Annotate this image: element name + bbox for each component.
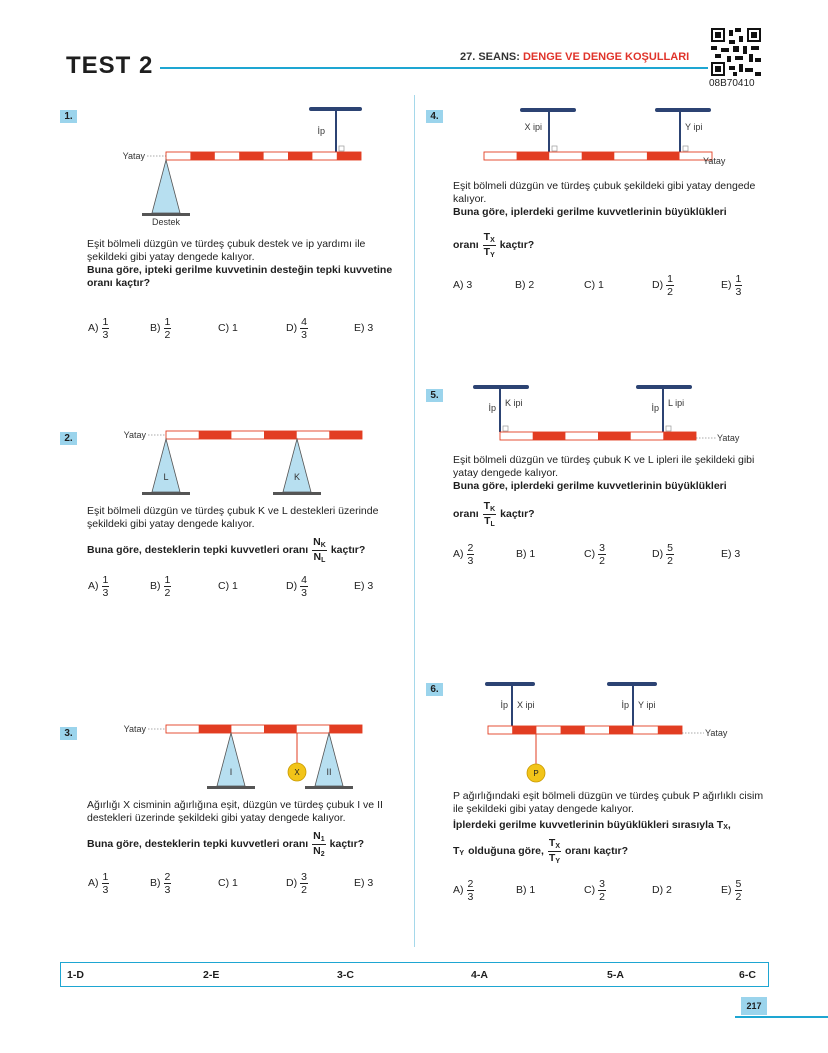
q1-ceiling	[309, 107, 362, 111]
q4-option-c[interactable]: C) 1	[584, 279, 604, 291]
q5-ceiling-k	[473, 385, 529, 389]
q3-figure	[110, 715, 380, 795]
answer-2: 2-E	[203, 969, 220, 981]
answer-3: 3-C	[337, 969, 354, 981]
q2-option-c[interactable]: C) 1	[218, 580, 238, 592]
q4-ask: oranı $\frac{T_X}{T_Y}$ kaçtır?	[453, 230, 535, 259]
q5-figure	[470, 380, 750, 450]
q2-ask: Buna göre, desteklerin tepki kuvvetleri oranı $\frac{N_K}{N_L}$ kaçtır?	[87, 535, 366, 564]
column-divider	[414, 95, 415, 947]
question-number-2: 2.	[60, 432, 77, 445]
q6-option-c[interactable]: C) $\frac{3}{2}$	[584, 877, 605, 903]
q5-ip-label-2: İp	[651, 403, 659, 413]
header-rule	[160, 67, 708, 69]
q5-yatay-label: Yatay	[717, 433, 740, 443]
q6-yatay-label: Yatay	[705, 728, 728, 738]
q2-options	[88, 572, 398, 600]
q2-option-d[interactable]: D) $\frac{4}{3}$	[286, 573, 307, 599]
q5-k-ipi-label: K ipi	[505, 398, 523, 408]
q6-options	[453, 876, 763, 904]
q6-option-d[interactable]: D) 2	[652, 884, 672, 896]
q2-option-b[interactable]: B) $\frac{1}{2}$	[150, 573, 171, 599]
q6-ask: T $_Y$ olduğuna göre, $\frac{T_X}{T_Y}$ oranı kaçtır?	[453, 836, 629, 865]
q3-x-label: X	[294, 768, 300, 777]
q2-yatay-label: Yatay	[123, 430, 146, 440]
q5-ceiling-l	[636, 385, 692, 389]
q1-stem-text: Eşit bölmeli düzgün ve türdeş çubuk destek ve ip yardımı ile şekildeki gibi yatay dengede kalıyor.	[87, 238, 366, 263]
answer-1: 1-D	[67, 969, 84, 981]
q1-option-d[interactable]: D) $\frac{4}{3}$	[286, 315, 307, 341]
answer-key	[60, 962, 769, 987]
q4-figure	[470, 100, 740, 170]
q2-rod	[166, 431, 362, 439]
q5-stem-text: Eşit bölmeli düzgün ve türdeş çubuk K ve L ipleri ile şekildeki gibi yatay dengede kalıyor.	[453, 454, 755, 479]
q5-option-c[interactable]: C) $\frac{3}{2}$	[584, 541, 605, 567]
q6-ip-label-2: İp	[621, 700, 629, 710]
q4-y-ipi-label: Y ipi	[685, 122, 703, 132]
q3-option-b[interactable]: B) $\frac{2}{3}$	[150, 870, 171, 896]
test-title: TEST 2	[66, 52, 154, 79]
q3-option-a[interactable]: A) $\frac{1}{3}$	[88, 870, 109, 896]
q3-options	[88, 869, 398, 897]
q1-options	[88, 314, 398, 342]
q5-rod	[500, 432, 696, 440]
seans-heading	[460, 51, 689, 63]
q6-rod	[488, 726, 682, 734]
q4-yatay-label: Yatay	[703, 156, 726, 166]
q4-ceiling-x	[520, 108, 576, 112]
q6-option-e[interactable]: E) $\frac{5}{2}$	[721, 877, 742, 903]
answer-5: 5-A	[607, 969, 624, 981]
q6-ip-label-1: İp	[500, 700, 508, 710]
q5-option-d[interactable]: D) $\frac{5}{2}$	[652, 541, 673, 567]
q4-rod	[484, 152, 712, 160]
q4-stem	[453, 180, 764, 219]
q6-ceiling-x	[485, 682, 535, 686]
q3-rod	[166, 725, 362, 733]
q5-stem	[453, 454, 764, 493]
q6-ceiling-y	[607, 682, 657, 686]
q1-ask: Buna göre, ipteki gerilme kuvvetinin desteğin tepki kuvvetine oranı kaçtır?	[87, 264, 393, 289]
answer-6: 6-C	[739, 969, 756, 981]
q1-ip-label: İp	[317, 126, 325, 136]
q3-i-label: I	[229, 767, 233, 777]
q3-support-i	[207, 733, 255, 789]
qr-code-label: 08B70410	[709, 78, 755, 89]
question-number-3: 3.	[60, 727, 77, 740]
seans-topic: DENGE VE DENGE KOŞULLARI	[522, 51, 690, 63]
q6-option-b[interactable]: B) 1	[516, 884, 536, 896]
q1-yatay-label: Yatay	[122, 151, 145, 161]
q3-ask: Buna göre, desteklerin tepki kuvvetleri oranı $\frac{N_1}{N_2}$ kaçtır?	[87, 829, 365, 858]
q5-ask: oranı $\frac{T_K}{T_L}$ kaçtır?	[453, 499, 535, 528]
q2-support-k	[273, 439, 321, 495]
q2-stem: Eşit bölmeli düzgün ve türdeş çubuk K ve L destekleri üzerinde şekildeki gibi yatay dengede kalıyor.	[87, 505, 379, 530]
q4-option-b[interactable]: B) 2	[515, 279, 535, 291]
question-number-6: 6.	[426, 683, 443, 696]
seans-label: 27. SEANS:	[460, 51, 520, 63]
q5-option-b[interactable]: B) 1	[516, 548, 536, 560]
q3-support-ii	[305, 733, 353, 789]
q6-option-a[interactable]: A) $\frac{2}{3}$	[453, 877, 474, 903]
q4-stem-text: Eşit bölmeli düzgün ve türdeş çubuk şekildeki gibi yatay dengede kalıyor.	[453, 180, 756, 205]
q4-option-e[interactable]: E) $\frac{1}{3}$	[721, 272, 742, 298]
answer-4: 4-A	[471, 969, 488, 981]
q5-ask-line1: Buna göre, iplerdeki gerilme kuvvetlerinin büyüklükleri	[453, 480, 727, 492]
q6-figure	[470, 675, 740, 787]
q2-option-a[interactable]: A) $\frac{1}{3}$	[88, 573, 109, 599]
q4-x-ipi-label: X ipi	[524, 122, 542, 132]
q2-support-l	[142, 439, 190, 495]
q1-option-c[interactable]: C) 1	[218, 322, 238, 334]
question-number-4: 4.	[426, 110, 443, 123]
q4-ask-line1: Buna göre, iplerdeki gerilme kuvvetlerinin büyüklükleri	[453, 206, 727, 218]
q3-stem: Ağırlığı X cisminin ağırlığına eşit, düzgün ve türdeş çubuk I ve II destekleri üzerinde şekildeki gibi yatay dengede kalıyor.	[87, 799, 383, 824]
q2-k-label: K	[293, 472, 301, 482]
q6-p-label: P	[533, 769, 539, 778]
question-number-1: 1.	[60, 110, 77, 123]
qr-code-icon[interactable]	[711, 28, 761, 76]
q2-figure	[110, 420, 380, 502]
q1-rod	[166, 152, 361, 160]
q6-y-ipi-label: Y ipi	[638, 700, 656, 710]
page-number: 217	[741, 997, 767, 1015]
q6-ask-line1: İplerdeki gerilme kuvvetlerinin büyüklükleri sırasıyla T $_X$ ,	[453, 819, 731, 831]
q4-option-a[interactable]: A) 3	[453, 279, 473, 291]
q3-option-e[interactable]: E) 3	[354, 877, 374, 889]
q2-l-label: L	[163, 472, 169, 482]
question-number-5: 5.	[426, 389, 443, 402]
q3-option-c[interactable]: C) 1	[218, 877, 238, 889]
q4-option-d[interactable]: D) $\frac{1}{2}$	[652, 272, 673, 298]
q4-ceiling-y	[655, 108, 711, 112]
page-rule	[735, 1016, 828, 1018]
q1-figure	[110, 100, 380, 232]
q5-ip-label-1: İp	[488, 403, 496, 413]
q6-stem: P ağırlığındaki eşit bölmeli düzgün ve türdeş çubuk P ağırlıklı cisim ile şekildeki gibi yatay dengede kalıyor.	[453, 790, 764, 815]
q5-option-e[interactable]: E) 3	[721, 548, 741, 560]
q3-option-d[interactable]: D) $\frac{3}{2}$	[286, 870, 307, 896]
q3-yatay-label: Yatay	[123, 724, 146, 734]
q1-option-a[interactable]: A) $\frac{1}{3}$	[88, 315, 109, 341]
q3-ii-label: II	[326, 767, 332, 777]
q1-support	[142, 160, 190, 216]
q5-option-a[interactable]: A) $\frac{2}{3}$	[453, 541, 474, 567]
q1-destek-label: Destek	[151, 217, 181, 227]
q5-options	[453, 540, 763, 568]
q5-l-ipi-label: L ipi	[668, 398, 685, 408]
q1-option-b[interactable]: B) $\frac{1}{2}$	[150, 315, 171, 341]
q1-option-e[interactable]: E) 3	[354, 322, 374, 334]
q4-options	[453, 271, 763, 299]
q6-x-ipi-label: X ipi	[517, 700, 535, 710]
q1-stem	[87, 238, 400, 290]
q2-option-e[interactable]: E) 3	[354, 580, 374, 592]
